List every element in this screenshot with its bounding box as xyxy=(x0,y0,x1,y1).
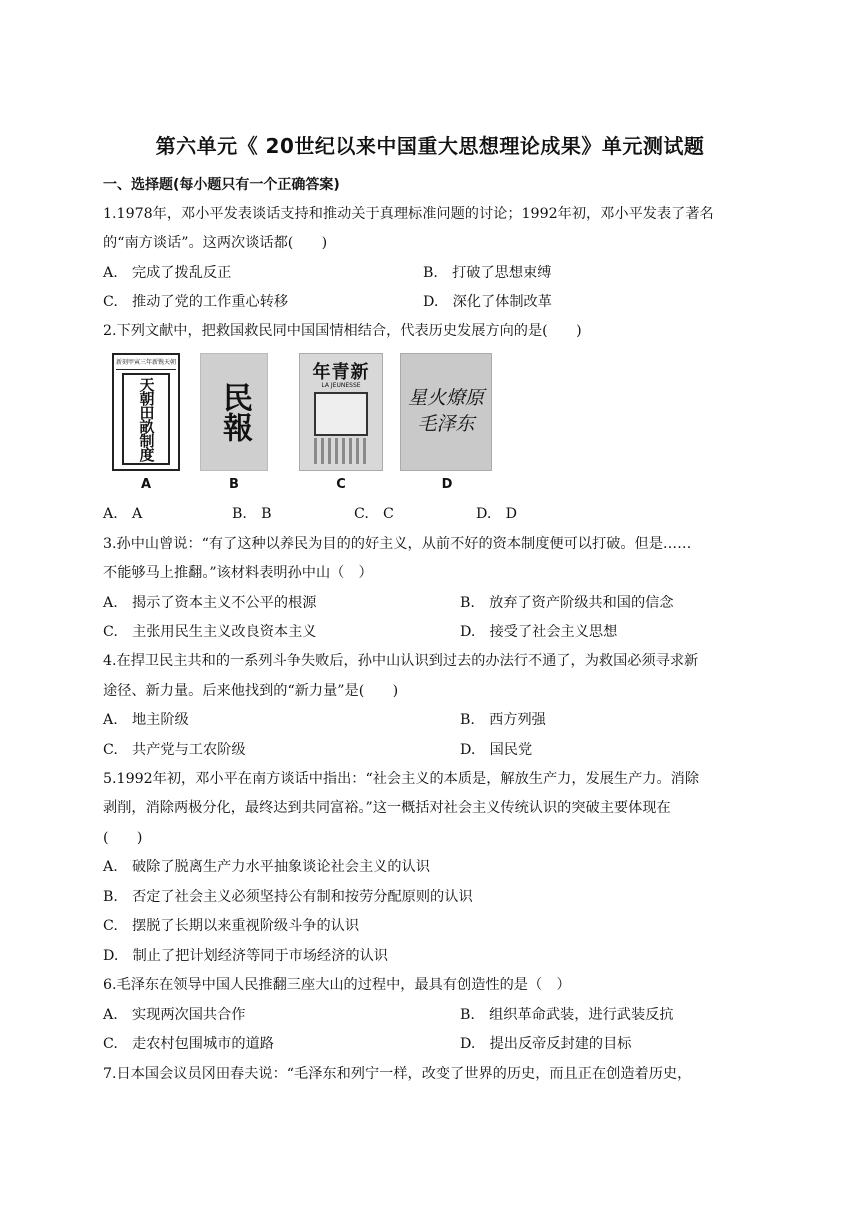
image-b-label: B xyxy=(229,477,239,492)
document-image-c xyxy=(299,353,383,471)
question-3-option-b: B. 放弃了资产阶级共和国的信念 xyxy=(460,595,674,611)
question-3-option-c: C. 主张用民生主义改良资本主义 xyxy=(103,624,317,640)
image-c-subtitle-text: LA JEUNESSE xyxy=(321,382,361,389)
image-b-title-text: 民報 xyxy=(217,382,252,442)
question-5-stem-line-1: 5.1992年初，邓小平在南方谈话中指出：“社会主义的本质是，解放生产力，发展生产力。消除 xyxy=(103,771,700,787)
question-4-option-d: D. 国民党 xyxy=(460,742,533,758)
question-6-stem-line-1: 6.毛泽东在领导中国人民推翻三座大山的过程中，最具有创造性的是（ ） xyxy=(103,977,571,993)
question-4-stem-line-1: 4.在捍卫民主共和的一系列斗争失败后，孙中山认识到过去的办法行不通了，为救国必须寻求新 xyxy=(103,653,699,669)
page-title: 第六单元《 20世纪以来中国重大思想理论成果》单元测试题 xyxy=(155,134,705,158)
question-4-stem-line-2: 途径、新力量。后来他找到的“新力量”是( ) xyxy=(103,683,399,699)
question-6-option-d: D. 提出反帝反封建的目标 xyxy=(460,1036,632,1052)
image-a-title-text: 天朝田畝制度 xyxy=(137,377,156,461)
question-3-option-d: D. 接受了社会主义思想 xyxy=(460,624,618,640)
question-5-option-b: B. 否定了社会主义必须坚持公有制和按劳分配原则的认识 xyxy=(103,889,473,905)
question-2-option-d: D. D xyxy=(476,506,517,522)
question-5-option-d: D. 制止了把计划经济等同于市场经济的认识 xyxy=(103,948,388,964)
question-1-stem-line-2: 的“南方谈话”。这两次谈话都( ) xyxy=(103,235,328,251)
question-1-stem-line-1: 1.1978年，邓小平发表谈话支持和推动关于真理标准问题的讨论；1992年初，邓小平发表了著名 xyxy=(103,206,714,222)
question-2-stem-line-1: 2.下列文献中，把救国救民同中国国情相结合，代表历史发展方向的是( ) xyxy=(103,323,582,339)
image-c-portrait-frame xyxy=(314,392,368,436)
question-3-option-a: A. 揭示了资本主义不公平的根源 xyxy=(103,595,317,611)
question-2-option-a: A. A xyxy=(103,506,143,522)
image-c-label: C xyxy=(336,477,346,492)
question-4-option-b: B. 西方列强 xyxy=(460,712,546,728)
image-d-label: D xyxy=(441,477,453,492)
question-1-option-a: A. 完成了拨乱反正 xyxy=(103,265,232,281)
question-3-stem-line-2: 不能够马上推翻。”该材料表明孙中山（ ） xyxy=(103,565,373,581)
image-d-calligraphy-text: 星火燎原 毛泽东 xyxy=(407,387,484,435)
question-2-option-c: C. C xyxy=(354,506,394,522)
question-2-images xyxy=(112,353,484,493)
image-c-title-text: 年青新 xyxy=(312,362,370,383)
question-4-option-a: A. 地主阶级 xyxy=(103,712,189,728)
question-5-option-c: C. 摆脱了长期以来重视阶级斗争的认识 xyxy=(103,918,360,934)
question-5-stem-line-3: ( ) xyxy=(103,830,143,846)
question-3-stem-line-1: 3.孙中山曾说：“有了这种以养民为目的的好主义，从前不好的资本制度便可以打破。但是…… xyxy=(103,536,692,552)
question-4-option-c: C. 共产党与工农阶级 xyxy=(103,742,246,758)
image-a-header-text: 新刻甲寅三年新镌天朝 xyxy=(116,357,176,370)
question-1-option-c: C. 推动了党的工作重心转移 xyxy=(103,294,289,310)
question-6-option-c: C. 走农村包围城市的道路 xyxy=(103,1036,274,1052)
question-1-option-d: D. 深化了体制改革 xyxy=(423,294,552,310)
question-5-option-a: A. 破除了脱离生产力水平抽象谈论社会主义的认识 xyxy=(103,859,430,875)
document-image-a xyxy=(112,353,180,471)
question-1-option-b: B. 打破了思想束缚 xyxy=(423,265,552,281)
question-6-option-a: A. 实现两次国共合作 xyxy=(103,1007,246,1023)
image-c-table-of-contents xyxy=(314,438,368,464)
question-5-stem-line-2: 剥削，消除两极分化，最终达到共同富裕。”这一概括对社会主义传统认识的突破主要体现在 xyxy=(103,800,671,816)
document-image-b xyxy=(200,353,268,471)
question-2-option-b: B. B xyxy=(232,506,272,522)
document-image-d xyxy=(400,353,492,471)
image-a-label: A xyxy=(140,477,152,492)
section-heading: 一、选择题(每小题只有一个正确答案) xyxy=(103,177,340,193)
question-7-stem-line-1: 7.日本国会议员冈田春夫说：“毛泽东和列宁一样，改变了世界的历史，而且正在创造着历史， xyxy=(103,1066,692,1082)
question-6-option-b: B. 组织革命武装，进行武装反抗 xyxy=(460,1007,674,1023)
